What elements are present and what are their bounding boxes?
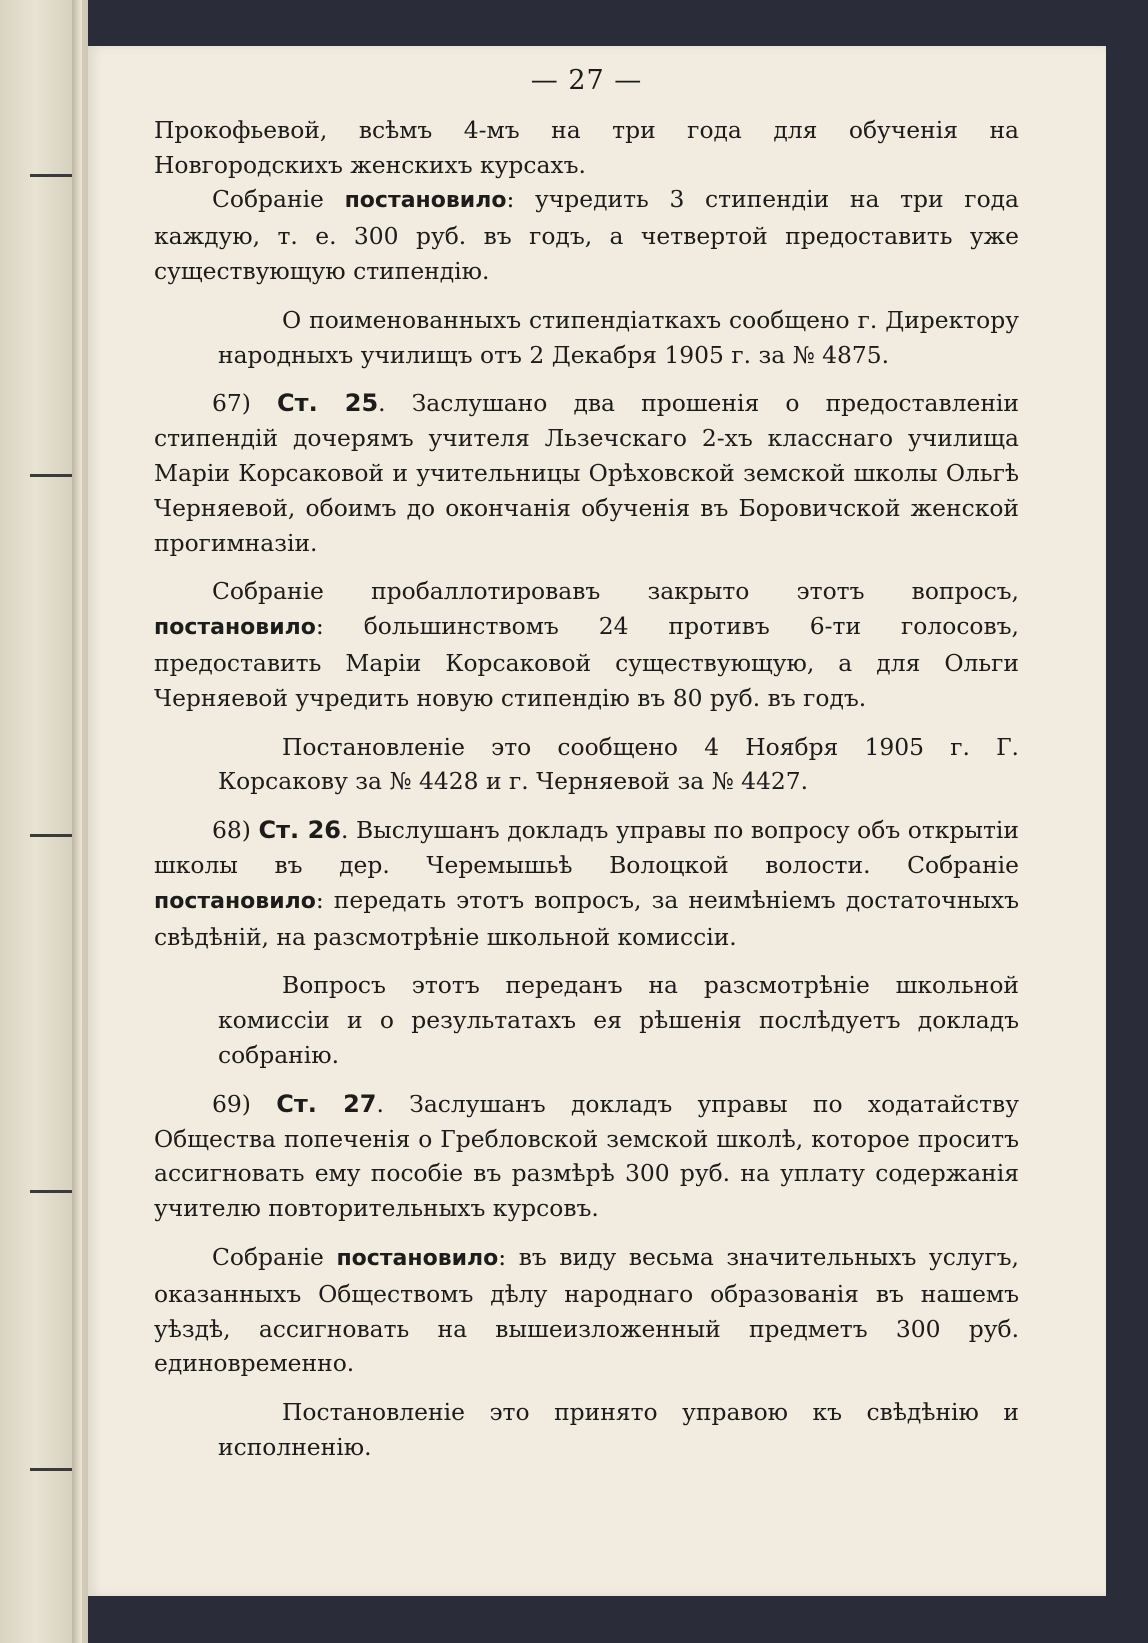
binding-stitch <box>30 1468 72 1471</box>
binding-stitch <box>30 834 72 837</box>
binding-edge <box>72 0 82 1643</box>
document-page <box>88 46 1106 1596</box>
binding-stitch <box>30 1190 72 1193</box>
paragraph: 69) Ст. 27. Заслушанъ докладъ управы по ходатайству Общества попеченія о Гребловской земской школѣ, которое проситъ ассигновать ему пособіе въ размѣрѣ 300 руб. на уплату содержанія учителю повторительныхъ курсовъ. <box>154 1089 1019 1223</box>
paragraph: Собраніе пробаллотировавъ закрыто этотъ вопросъ, постановило: большинствомъ 24 противъ 6-ти голосовъ, предоставить Маріи Корсаковой существующую, а для Ольги Черняевой учредить новую стипендію въ 80 руб. въ годъ. <box>154 577 1019 712</box>
bold-term: постановило <box>344 188 507 214</box>
binding-stitch <box>30 174 72 177</box>
page-text <box>154 64 1019 1465</box>
bold-term: постановило <box>336 1245 499 1271</box>
page-number: — 27 — <box>530 65 643 96</box>
bold-term: постановило <box>154 615 316 641</box>
paragraph-note: Вопросъ этотъ переданъ на разсмотрѣніе школьной комиссіи и о результатахъ ея рѣшенія послѣдуетъ докладъ собранію. <box>218 971 1019 1069</box>
binding-stitch <box>30 474 72 477</box>
paragraph-note: Постановленіе это сообщено 4 Ноября 1905 г. Г. Корсакову за № 4428 и г. Черняевой за № 4427. <box>218 732 1019 796</box>
paragraph: 68) Ст. 26. Выслушанъ докладъ управы по вопросу объ открытіи школы въ дер. Черемышьѣ Волоцкой волости. Собраніе постановило: передать этотъ вопросъ, за неимѣніемъ достаточныхъ свѣдѣній, на разсмотрѣніе школьной комиссіи. <box>154 816 1019 951</box>
paragraph: Собраніе постановило: въ виду весьма значительныхъ услугъ, оказанныхъ Обществомъ дѣлу народнаго образованія въ нашемъ уѣздѣ, ассигновать на вышеизложенный предметъ 300 руб. единовременно. <box>154 1242 1019 1378</box>
previous-page-edge <box>0 0 88 1643</box>
article-ref: Ст. 25 <box>277 389 379 418</box>
paragraph: 67) Ст. 25. Заслушано два прошенія о предоставленіи стипендій дочерямъ учителя Льзечскаго 2-хъ класснаго училища Маріи Корсаковой и учительницы Орѣховской земской школы Ольгѣ Черняевой, обоимъ до окончанія обученія въ Боровичской женской прогимназіи. <box>154 389 1019 557</box>
paragraph-note: Постановленіе это принято управою къ свѣдѣнію и исполненію. <box>218 1398 1019 1461</box>
paragraph: Прокофьевой, всѣмъ 4-мъ на три года для обученія на Новгородскихъ женскихъ курсахъ. <box>154 115 1019 179</box>
paragraph: Собраніе постановило: учредить 3 стипендіи на три года каждую, т. е. 300 руб. въ годъ, а четвертой предоставить уже существующую стипендію. <box>154 185 1019 285</box>
bold-term: постановило <box>154 888 316 914</box>
article-ref: Ст. 27 <box>276 1089 377 1118</box>
paragraph-note: О поименованныхъ стипендіаткахъ сообщено г. Директору народныхъ училищъ отъ 2 Декабря 1905 г. за № 4875. <box>218 305 1019 369</box>
article-ref: Ст. 26 <box>258 816 341 845</box>
